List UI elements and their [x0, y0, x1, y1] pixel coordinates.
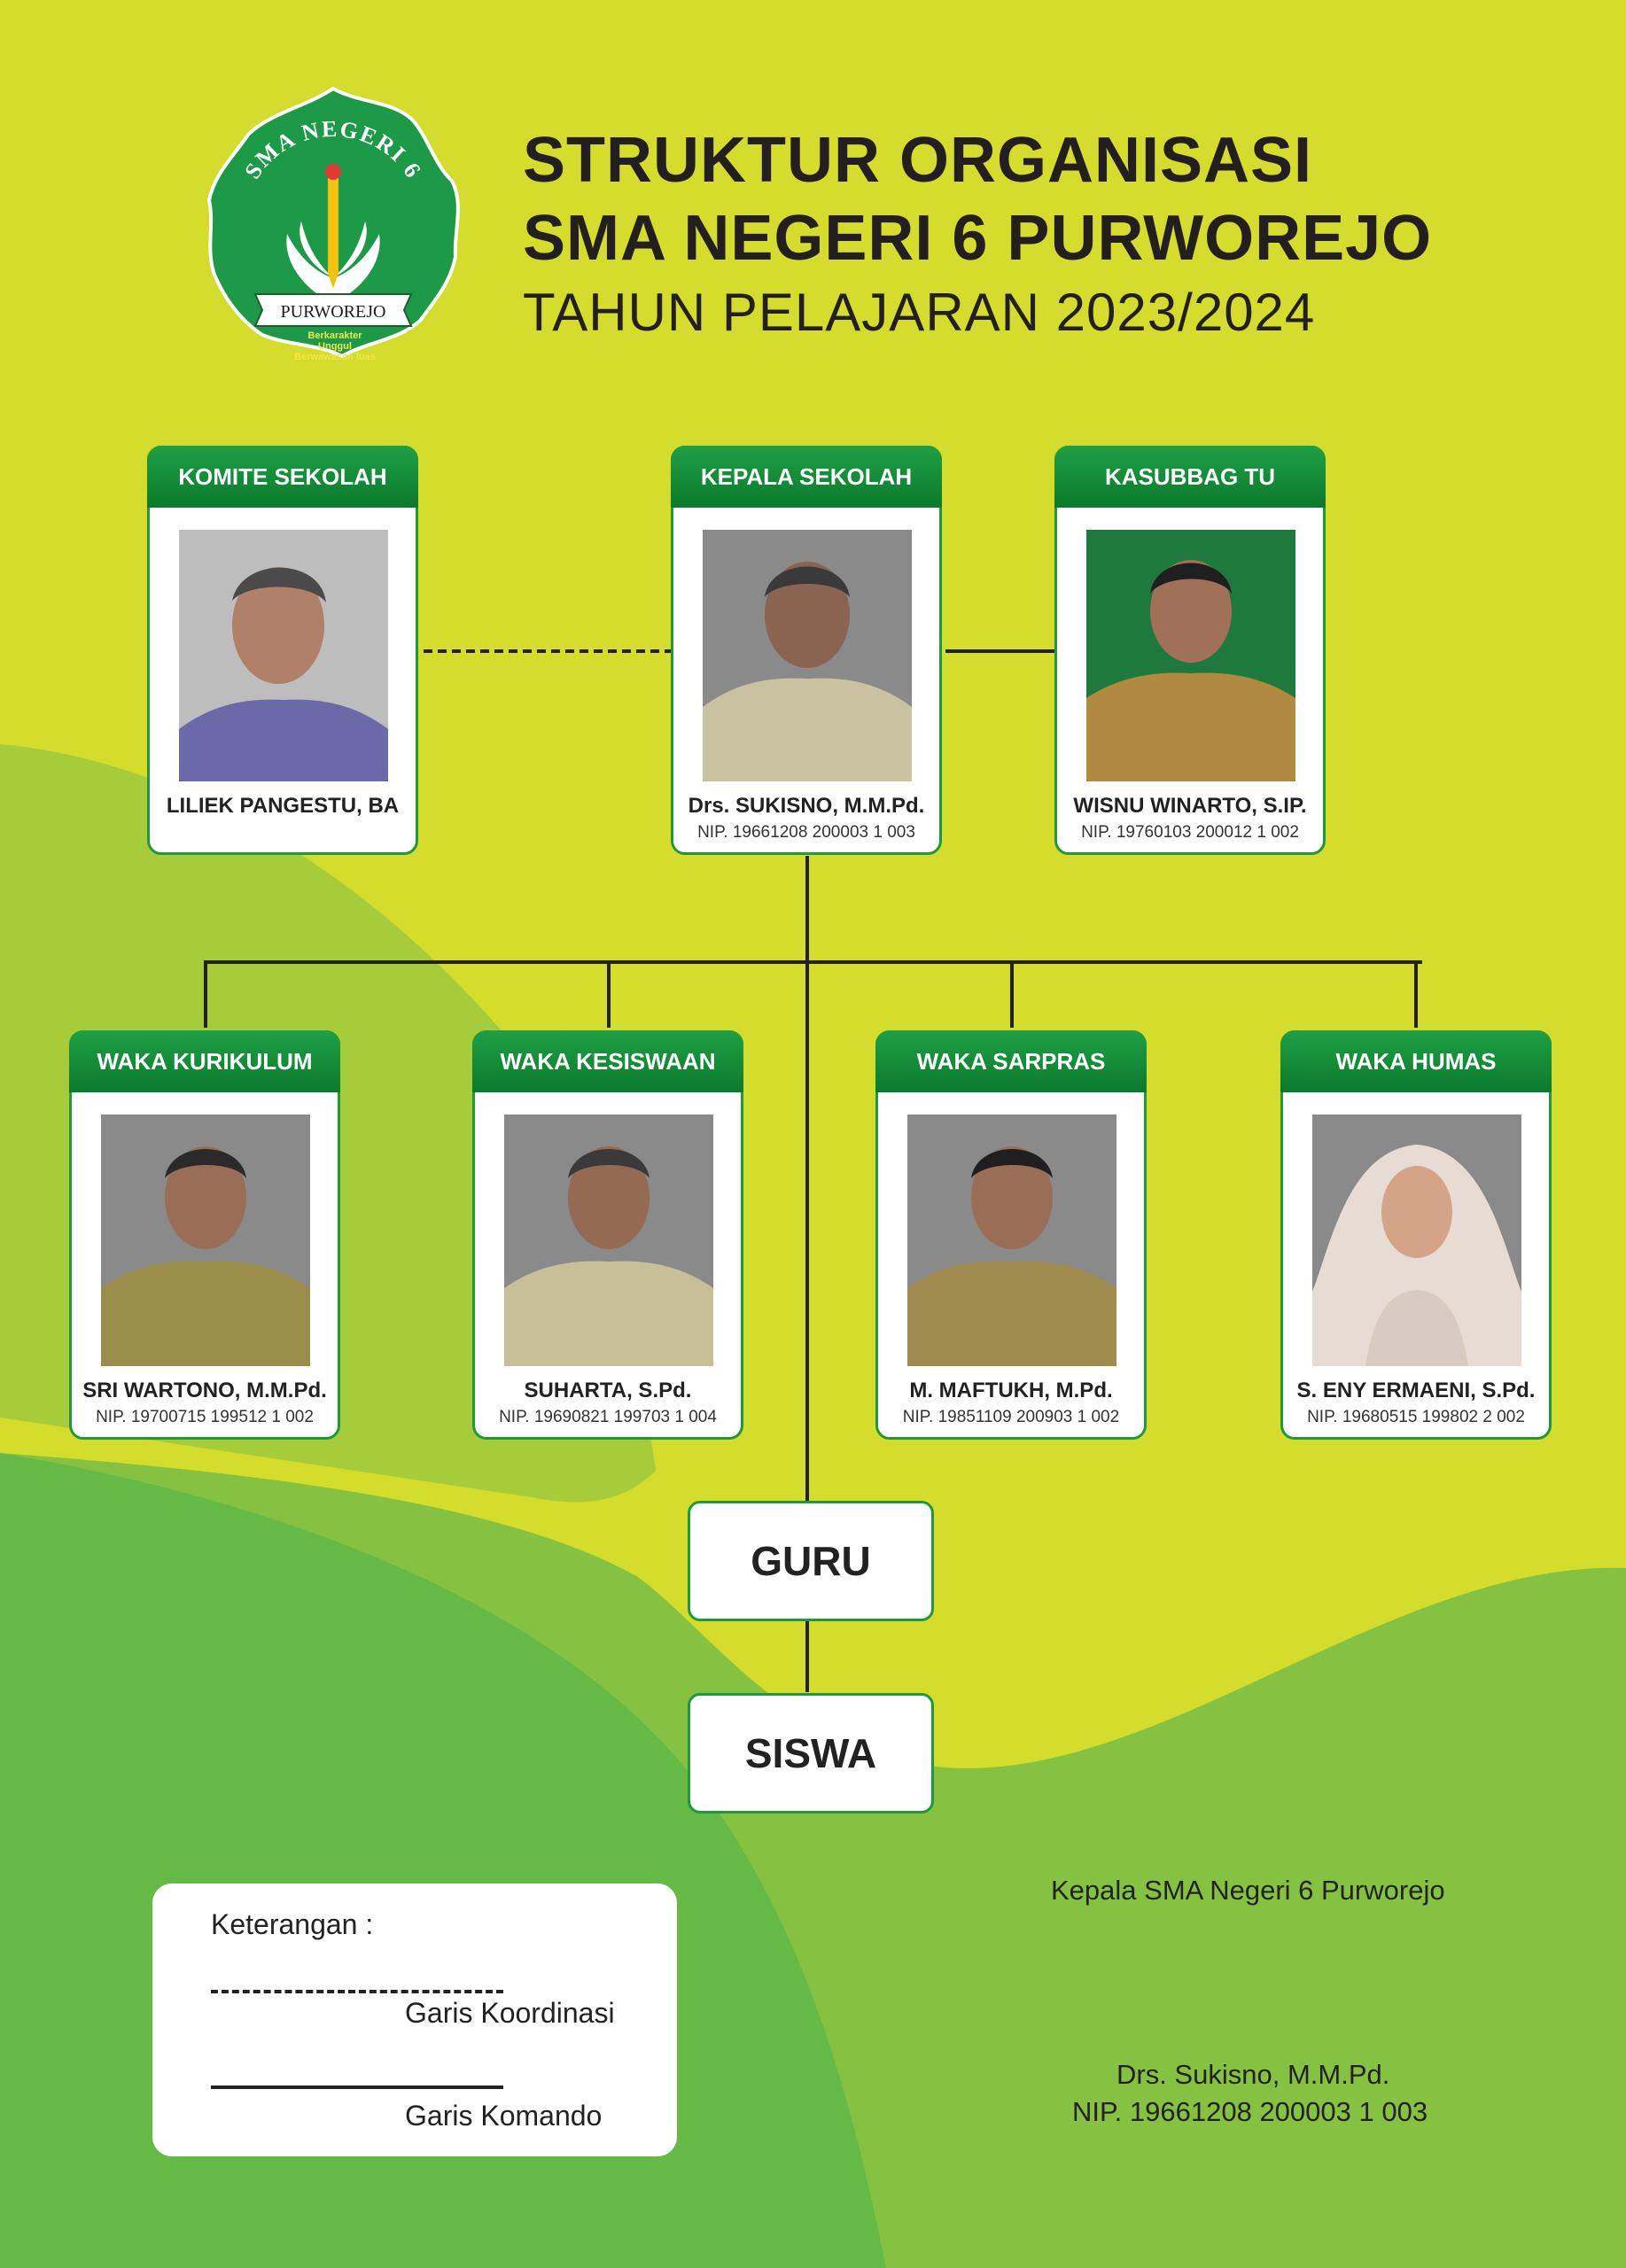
legend-panel — [152, 1884, 677, 2156]
title-line-2: SMA NEGERI 6 PURWOREJO — [523, 203, 1433, 274]
title-line-1: STRUKTUR ORGANISASI — [523, 125, 1313, 196]
person-name: SUHARTA, S.Pd. — [524, 1379, 692, 1402]
svg-text:Unggul: Unggul — [318, 341, 352, 352]
person-name: LILIEK PANGESTU, BA — [166, 794, 400, 818]
legend-solid-line — [211, 2085, 503, 2089]
svg-text:PURWOREJO: PURWOREJO — [280, 302, 386, 322]
person-name: SRI WARTONO, M.M.Pd. — [82, 1379, 327, 1402]
portrait-photo — [179, 530, 388, 781]
person-nip: NIP. 19851109 200903 1 002 — [902, 1408, 1120, 1426]
person-nip: NIP. 19760103 200012 1 002 — [1081, 823, 1299, 842]
school-logo — [202, 83, 464, 360]
legend-komando-label: Garis Komando — [405, 2100, 603, 2132]
person-nip: NIP. 19690821 199703 1 004 — [499, 1408, 717, 1426]
title-line-3: TAHUN PELAJARAN 2023/2024 — [523, 283, 1316, 342]
card-kasubbag-tu — [1054, 446, 1326, 855]
box-guru: GURU — [688, 1501, 934, 1621]
person-name: S. ENY ERMAENI, S.Pd. — [1296, 1379, 1536, 1402]
person-nip: NIP. 19700715 199512 1 002 — [96, 1408, 314, 1426]
card-waka-sarpras — [875, 1030, 1147, 1440]
svg-text:Berwawasan luas: Berwawasan luas — [294, 352, 376, 360]
signature-nip: NIP. 19661208 200003 1 003 — [1072, 2096, 1428, 2127]
card-waka-humas — [1280, 1030, 1552, 1440]
box-siswa: SISWA — [688, 1693, 934, 1814]
card-role: KASUBBAG TU — [1054, 446, 1326, 508]
portrait-photo — [703, 530, 912, 781]
portrait-photo — [1086, 530, 1295, 781]
card-role: KEPALA SEKOLAH — [671, 446, 942, 508]
person-nip: NIP. 19680515 199802 2 002 — [1307, 1408, 1525, 1426]
person-name: Drs. SUKISNO, M.M.Pd. — [688, 794, 925, 818]
card-komite-sekolah — [147, 446, 418, 855]
person-name: M. MAFTUKH, M.Pd. — [909, 1379, 1113, 1402]
signature-title: Kepala SMA Negeri 6 Purworejo — [1051, 1875, 1445, 1906]
legend-dashed-line — [211, 1990, 503, 1993]
person-nip: NIP. 19661208 200003 1 003 — [697, 823, 915, 842]
portrait-photo — [504, 1115, 713, 1366]
portrait-photo — [101, 1115, 310, 1366]
card-role: WAKA SARPRAS — [875, 1030, 1147, 1092]
signature-name: Drs. Sukisno, M.M.Pd. — [1116, 2059, 1390, 2090]
card-kepala-sekolah — [671, 446, 942, 855]
person-name: WISNU WINARTO, S.IP. — [1073, 794, 1307, 818]
portrait-photo — [1312, 1115, 1521, 1366]
legend-koordinasi-label: Garis Koordinasi — [405, 1997, 615, 2029]
svg-text:SMA NEGERI 6: SMA NEGERI 6 — [239, 115, 427, 184]
card-role: WAKA HUMAS — [1280, 1030, 1552, 1092]
legend-title: Keterangan : — [211, 1908, 374, 1940]
portrait-photo — [907, 1115, 1116, 1366]
card-waka-kesiswaan — [472, 1030, 743, 1440]
card-role: KOMITE SEKOLAH — [147, 446, 418, 508]
card-waka-kurikulum — [69, 1030, 340, 1440]
card-role: WAKA KESISWAAN — [472, 1030, 743, 1092]
card-role: WAKA KURIKULUM — [69, 1030, 340, 1092]
svg-text:Berkarakter: Berkarakter — [307, 330, 362, 341]
